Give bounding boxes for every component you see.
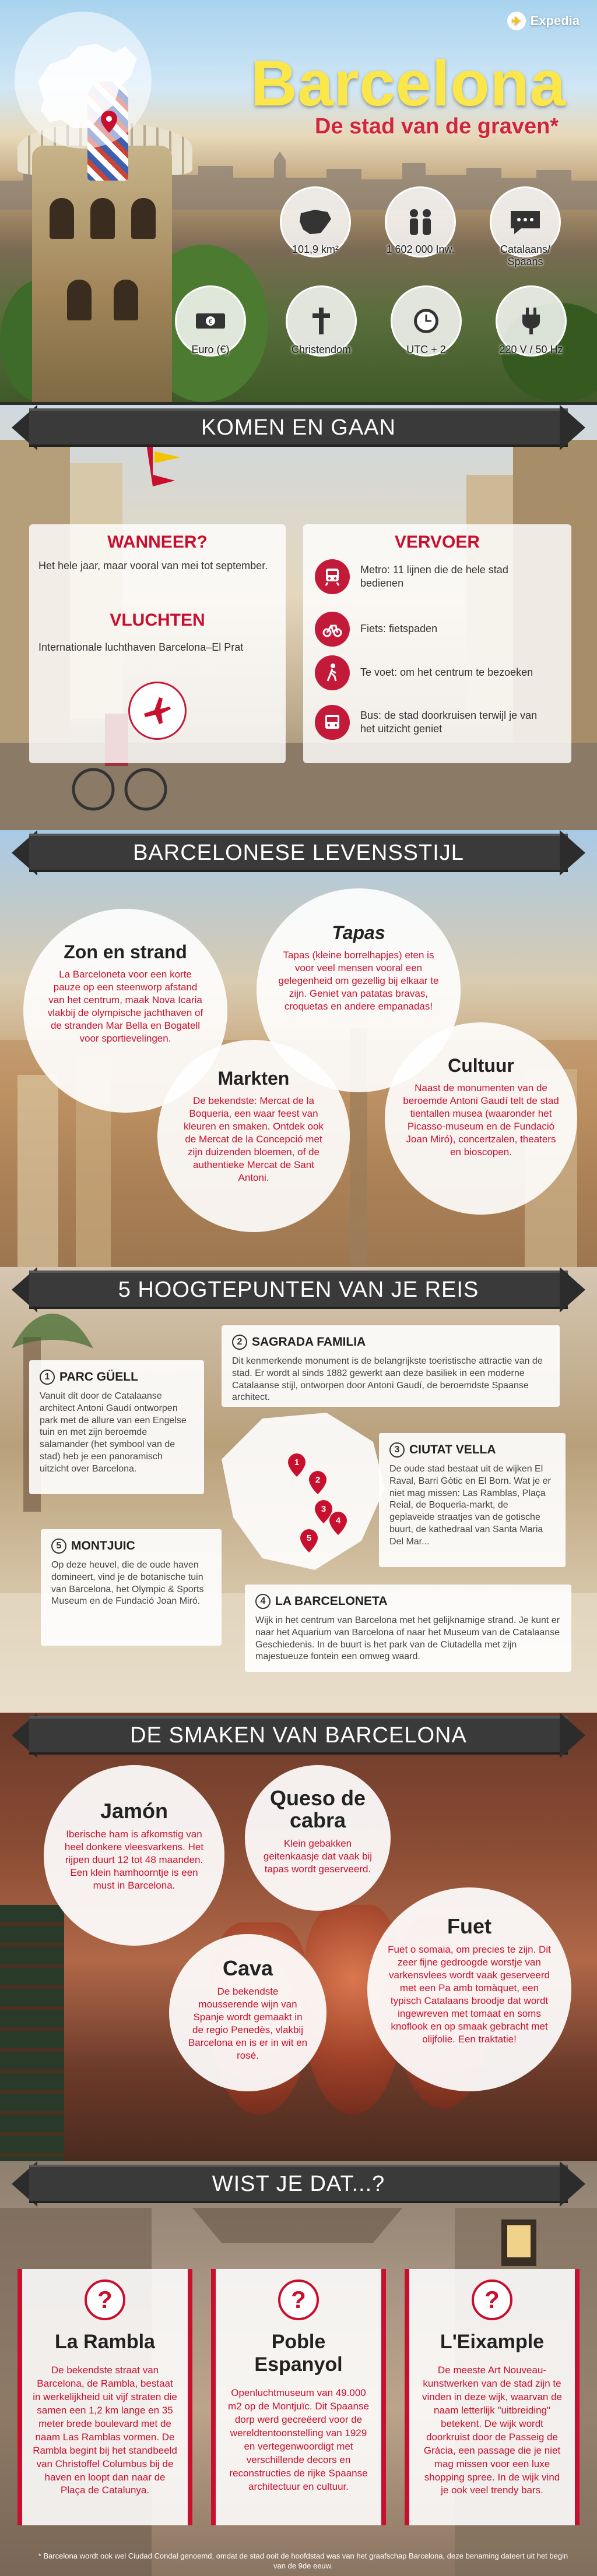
queso-title: Queso de cabra xyxy=(269,1786,366,1832)
cultuur-text: Naast de monumenten van de beroemde Antoni Gaudí telt de stad tientallen musea (waaronder het Picasso-museum en de Fundació Joan Miró), concertzalen, theaters en bioscopen. xyxy=(403,1082,559,1158)
queso-text: Klein gebakken geitenkaasje dat vaak bij tapas wordt geserveerd. xyxy=(263,1837,373,1875)
vluchten-text: Internationale luchthaven Barcelona–El Prat xyxy=(38,641,244,653)
highlight-text: Op deze heuvel, die de oude haven domineert, vind je de botanische tuin van Barcelona, het Olympic & Sports Museum en de Fundació Joan Miró. xyxy=(51,1560,204,1607)
map-pin-4 xyxy=(329,1512,347,1535)
highlight-number: 3 xyxy=(389,1442,405,1458)
page-subtitle: De stad van de graven* xyxy=(315,114,559,139)
brand-name: Expedia xyxy=(530,13,580,28)
banner-wist-je-dat xyxy=(12,2161,585,2207)
highlight-la-barceloneta xyxy=(245,1585,571,1672)
svg-text:3: 3 xyxy=(321,1504,326,1514)
svg-text:1: 1 xyxy=(294,1458,300,1467)
banner-cap-right xyxy=(560,830,585,876)
fact-population-label: 1 602 000 Inw. xyxy=(386,244,455,255)
zon-text: La Barceloneta voor een korte pauze op een steenworp afstand van het centrum, maak Nova Icaria vlakbij de olympische jachthaven of de stranden Mar Bella en Bogatell voor sportievelingen. xyxy=(47,968,203,1044)
window xyxy=(50,198,74,239)
banner-title: BARCELONESE LEVENSSTIJL xyxy=(133,840,464,865)
people-icon xyxy=(402,207,438,237)
banner-title: WIST JE DAT...? xyxy=(212,2171,385,2196)
flavor-cava xyxy=(169,1934,326,2091)
highlight-montjuic xyxy=(41,1529,222,1646)
fact-currency-label: Euro (€) xyxy=(191,344,230,355)
highlight-parc-guell xyxy=(29,1360,204,1494)
bubble-markten xyxy=(157,1040,350,1232)
fact-timezone-label: UTC + 2 xyxy=(406,344,446,355)
highlight-title: MONTJUIC xyxy=(71,1539,135,1552)
fact-card-la-rambla xyxy=(17,2269,192,2525)
highlight-title: LA BARCELONETA xyxy=(275,1594,388,1608)
highlight-text: Vanuit dit door de Catalaanse architect Antoni Gaudí ontworpen park met de allure van een Engelse tuin en met zijn beroemde salamander (het symbool van de stad) heb je een panoramisch uitzicht over Barcelona. xyxy=(40,1391,187,1474)
window xyxy=(114,280,138,320)
window xyxy=(131,198,156,239)
section-komen-en-gaan xyxy=(0,405,597,830)
map-pin-5 xyxy=(300,1529,318,1552)
window xyxy=(90,198,115,239)
fact-language-label: Catalaans/ Spaans xyxy=(500,244,551,267)
banner-komen-en-gaan xyxy=(12,405,585,450)
banner-cap-right xyxy=(560,405,585,450)
location-pin-icon xyxy=(101,111,117,133)
flavor-jamon xyxy=(44,1765,224,1946)
transport-item-metro xyxy=(315,559,560,594)
cross-icon xyxy=(303,306,339,336)
highlight-text: De oude stad bestaat uit de wijken El Raval, Barri Gòtic en El Born. Wat je er niet mag missen: Las Ramblas, Plaça Reial, de Boqueria-markt, de geplaveide straatjes van de gotische buurt, de kathedraal van Santa Maria Del Mar... xyxy=(389,1464,551,1547)
section-smaken xyxy=(0,1713,597,2161)
flavor-fuet xyxy=(367,1887,571,2091)
map-pin-2 xyxy=(309,1471,326,1494)
clock-icon xyxy=(408,306,444,336)
highlight-ciutat-vella xyxy=(379,1433,566,1567)
question-mark-icon: ? xyxy=(472,2279,512,2320)
footnote: * Barcelona wordt ook wel Ciudad Condal genoemd, omdat de stad ooit de hoofdstad was van het graafschap Barcelona, deze benaming dateert uit het begin van de 9de eeuw. xyxy=(38,2552,568,2570)
banner-cap-right xyxy=(560,1267,585,1312)
section-hoogtepunten xyxy=(0,1267,597,1713)
highlight-title: SAGRADA FAMILIA xyxy=(252,1335,366,1349)
airplane-icon xyxy=(141,694,174,728)
svg-text:€: € xyxy=(208,317,213,326)
fact-card-title: La Rambla xyxy=(55,2331,155,2353)
fuet-text: Fuet o somaia, om precies te zijn. Dit zeer fijne gedroogde worstje van varkensvlees wordt vaak geserveerd met een Pa amb tomàquet, een typisch Catalaans broodje dat wordt ingewreven met tomaat en soms knoflook en op smaak gebracht met olijfolie. Een traktatie! xyxy=(388,1943,551,2045)
highlight-title: CIUTAT VELLA xyxy=(409,1443,496,1456)
section-wist-je-dat xyxy=(0,2161,597,2576)
europe-map xyxy=(15,12,152,149)
airport-badge xyxy=(128,682,187,740)
fact-card-text: De meeste Art Nouveau-kunstwerken van de stad zijn te vinden in deze wijk, waarvan de naam letterlijk "uitbreiding" betekent. De wijk wordt doorkruist door de Passeig de Gràcia, een passage die je niet mag missen voor een luxe shopping spree. In de wijk vind je ook veel trendy bars. xyxy=(422,2365,563,2496)
map-pin-1 xyxy=(288,1453,305,1477)
banner-smaken xyxy=(12,1713,585,1758)
banner-title: DE SMAKEN VAN BARCELONA xyxy=(130,1723,467,1748)
question-mark-icon: ? xyxy=(278,2279,319,2320)
section-levensstijl xyxy=(0,830,597,1267)
train-icon xyxy=(315,559,350,594)
cava-text: De bekendste mousserende wijn van Spanje wordt gemaakt in de regio Penedès, vlakbij Barcelona en is er in wit en rosé. xyxy=(188,1985,308,2062)
transport-text-bus: Bus: de stad doorkruisen terwijl je van het uitzicht geniet xyxy=(360,709,538,735)
banner-title: KOMEN EN GAAN xyxy=(201,415,396,440)
wanneer-text: Het hele jaar, maar vooral van mei tot september. xyxy=(38,560,268,571)
fact-card-title: Poble Espanyol xyxy=(254,2331,343,2376)
bicycle-icon xyxy=(315,612,350,647)
wanneer-title: WANNEER? xyxy=(107,532,208,552)
fact-card-eixample xyxy=(405,2269,580,2525)
window xyxy=(67,280,92,320)
markten-text: De bekendste: Mercat de la Boqueria, een waar feest van kleuren en smaken. Ontdek ook de Mercat de la Concepció met zijn duizenden bloemen, of de authentieke Mercat de Sant Antoni. xyxy=(183,1095,324,1184)
money-icon xyxy=(192,306,229,336)
transport-text-te-voet: Te voet: om het centrum te bezoeken xyxy=(360,666,533,679)
highlight-number: 5 xyxy=(51,1538,66,1554)
bus-icon xyxy=(315,705,350,740)
spain-map-icon xyxy=(297,207,333,237)
fact-card-text: Openluchtmuseum van 49.000 m2 op de Montjuïc. Dit Spaanse dorp werd gecreëerd voor de wereldtentoonstelling van 1929 en vertegenwoordigt met verschillende decors en reconstructies de rijke Spaanse architectuur en cultuur. xyxy=(228,2387,369,2492)
jamon-text: Iberische ham is afkomstig van heel donkere vleesvarkens. Het rijpen duurt 12 tot 48 maanden. Een klein hamhoorntje is een must in Barcelona. xyxy=(64,1828,204,1892)
panel-vervoer xyxy=(303,524,571,763)
hero-section xyxy=(0,0,597,402)
highlight-number: 1 xyxy=(40,1370,55,1385)
banner-levensstijl xyxy=(12,830,585,876)
fuet-title: Fuet xyxy=(447,1914,491,1938)
bubble-cultuur xyxy=(385,1022,577,1215)
banner-title: 5 HOOGTEPUNTEN VAN JE REIS xyxy=(118,1277,479,1302)
cava-title: Cava xyxy=(222,1956,273,1980)
speech-bubble-icon xyxy=(507,207,543,237)
question-mark-icon: ? xyxy=(85,2279,125,2320)
plug-icon xyxy=(513,306,549,336)
vluchten-title: VLUCHTEN xyxy=(110,611,205,630)
svg-text:5: 5 xyxy=(306,1533,312,1543)
vervoer-title: VERVOER xyxy=(394,532,480,552)
fact-card-text: De bekendste straat van Barcelona, de Rambla, bestaat in werkelijkheid uit vijf straten die samen een 1,2 km lange en 35 meter brede boulevard met de naam Las Ramblas vormen. De Rambla begint bij het standbeeld van Christoffel Columbus bij de haven en loopt dan naar de Plaça de Catalunya. xyxy=(33,2365,177,2496)
plane-logo-icon: ✈ xyxy=(507,12,526,30)
jamon-title: Jamón xyxy=(100,1799,168,1823)
highlight-number: 2 xyxy=(232,1335,247,1350)
fact-card-poble-espanyol xyxy=(211,2269,386,2525)
highlight-text: Dit kenmerkende monument is de belangrijkste toeristische attractie van de stad. Er wordt al sinds 1882 gewerkt aan deze basiliek in een moderne Catalaanse stijl, ontworpen door Antoni Gaudí, de beroemdste Spaanse architect. xyxy=(232,1356,543,1403)
transport-text-metro: Metro: 11 lijnen die de hele stad bedienen xyxy=(360,563,508,589)
highlight-text: Wijk in het centrum van Barcelona met het gelijknamige strand. Je kunt er naar het Aquarium van Barcelona of naar het Museum van de Catalaanse Geschiedenis. In de buurt is het park van de Ciutadella met zijn majestueuze fontein een omweg waard. xyxy=(255,1615,560,1662)
zon-title: Zon en strand xyxy=(64,941,187,962)
cultuur-title: Cultuur xyxy=(448,1055,514,1076)
wine-shelf xyxy=(0,1905,64,2161)
fact-voltage-label: 220 V / 50 Hz xyxy=(499,344,563,355)
fact-card-title: L'Eixample xyxy=(440,2331,545,2353)
transport-item-fiets xyxy=(315,612,560,647)
transport-item-te-voet xyxy=(315,655,560,690)
highlight-sagrada-familia xyxy=(222,1325,560,1407)
highlight-title: PARC GÜELL xyxy=(59,1370,138,1384)
transport-text-fiets: Fiets: fietspaden xyxy=(360,623,438,635)
fact-area-label: 101,9 km² xyxy=(292,244,339,255)
banner-cap-right xyxy=(560,2161,585,2207)
panel-wanneer-vluchten xyxy=(29,524,286,763)
page-title: Barcelona xyxy=(251,48,566,119)
svg-text:4: 4 xyxy=(335,1516,341,1526)
banner-cap-right xyxy=(560,1713,585,1758)
svg-text:2: 2 xyxy=(315,1475,321,1485)
markten-title: Markten xyxy=(217,1068,290,1089)
walking-icon xyxy=(315,655,350,690)
fact-religion-label: Christendom xyxy=(291,344,352,355)
banner-hoogtepunten xyxy=(12,1267,585,1312)
gaudi-house xyxy=(32,146,172,402)
highlight-number: 4 xyxy=(255,1594,271,1609)
tapas-text: Tapas (kleine borrelhapjes) eten is voor veel mensen vooral een gelegenheid om gezellig bij elkaar te zijn. Geniet van patatas bravas, croquetas en andere empanadas! xyxy=(278,949,439,1012)
expedia-logo[interactable] xyxy=(507,12,580,30)
flavor-queso xyxy=(245,1765,391,1911)
tapas-title: Tapas xyxy=(332,922,385,943)
transport-item-bus xyxy=(315,705,560,740)
